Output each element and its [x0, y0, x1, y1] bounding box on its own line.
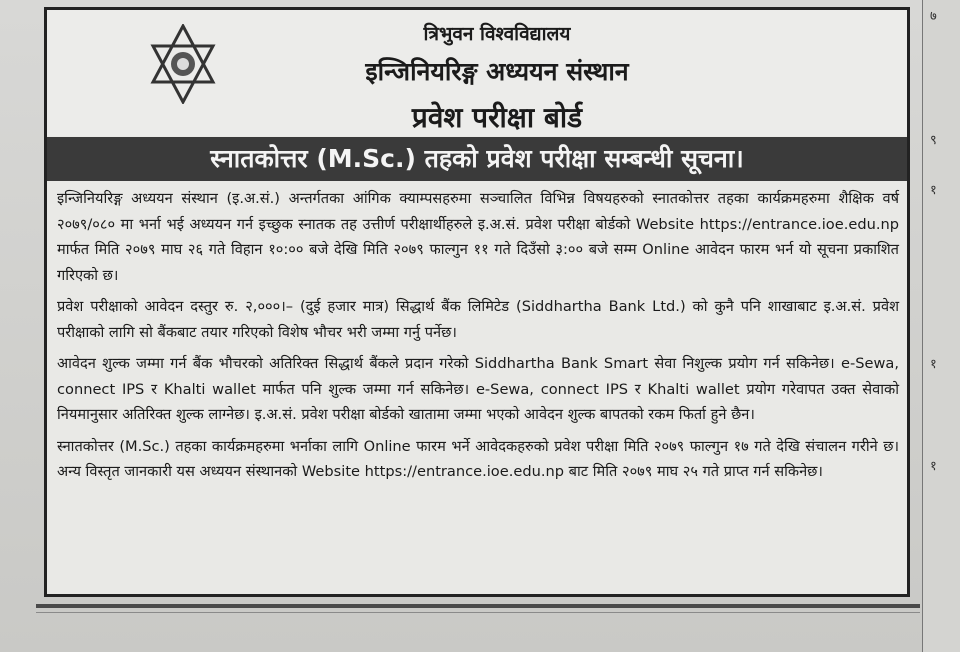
notice-header	[47, 10, 907, 136]
edge-number: १	[930, 459, 937, 474]
paragraph-fee: प्रवेश परीक्षाको आवेदन दस्तुर रु. २,०००।– (दुई हजार मात्र) सिद्धार्थ बैंक लिमिटेड (Siddhartha Bank Ltd.) को कुनै पनि शाखाबाट इ.अ.सं. प्रवेश परीक्षाको लागि सो बैंकबाट तयार गरिएको विशेष भौचर भरी जम्मा गर्नु पर्नेछ।	[57, 298, 899, 341]
board-name: प्रवेश परीक्षा बोर्ड	[411, 101, 583, 134]
notice-title-banner: स्नातकोत्तर (M.Sc.) तहको प्रवेश परीक्षा सम्बन्धी सूचना।	[47, 137, 907, 181]
institute-name: इन्जिनियरिङ्ग अध्ययन संस्थान	[365, 57, 629, 86]
bottom-divider-thin	[36, 612, 920, 613]
notice-body	[57, 186, 899, 491]
edge-number: ९	[930, 133, 937, 148]
paragraph-application: इन्जिनियरिङ्ग अध्ययन संस्थान (इ.अ.सं.) अन्तर्गतका आंगिक क्याम्पसहरुमा सञ्चालित विभिन्न विषयहरुको स्नातकोत्तर तहका कार्यक्रमहरुमा शैक्षिक वर्ष २०७९/०८० मा भर्ना भई अध्ययन गर्न इच्छुक स्नातक तह उत्तीर्ण परीक्षार्थीहरुले इ.अ.सं. प्रवेश परीक्षा बोर्डको Website https://entrance.ioe.edu.np मार्फत मिति २०७९ माघ २६ गते विहान १०:०० बजे देखि मिति २०७९ फाल्गुन ११ गते दिउँसो ३:०० बजे सम्म Online आवेदन फारम भर्न यो सूचना प्रकाशित गरिएको छ।	[57, 190, 899, 284]
edge-number: १	[930, 357, 937, 372]
ioe-star-emblem-icon	[147, 24, 219, 104]
adjacent-column-edge	[922, 0, 960, 652]
notice-box	[44, 7, 910, 597]
bottom-divider	[36, 604, 920, 608]
university-name: त्रिभुवन विश्वविद्यालय	[423, 23, 571, 45]
edge-number: १	[930, 183, 937, 198]
edge-number: ७	[930, 9, 937, 24]
paragraph-payment-options: आवेदन शुल्क जम्मा गर्न बैंक भौचरको अतिरिक्त सिद्धार्थ बैंकले प्रदान गरेको Siddhartha Bank Smart सेवा निशुल्क प्रयोग गर्न सकिनेछ। e-Sewa, connect IPS र Khalti wallet मार्फत पनि शुल्क जम्मा गर्न सकिनेछ। e-Sewa, connect IPS र Khalti wallet प्रयोग गरेवापत उक्त सेवाको नियमानुसार अतिरिक्त शुल्क लाग्नेछ। इ.अ.सं. प्रवेश परीक्षा बोर्डको खातामा जम्मा भएको आवेदन शुल्क बापतको रकम फिर्ता हुने छैन।	[57, 355, 899, 423]
paragraph-exam-date: स्नातकोत्तर (M.Sc.) तहका कार्यक्रमहरुमा भर्नाका लागि Online फारम भर्ने आवेदकहरुको प्रवेश परीक्षा मिति २०७९ फाल्गुन १७ गते देखि संचालन गरीने छ। अन्य विस्तृत जानकारी यस अध्ययन संस्थानको Website https://entrance.ioe.edu.np बाट मिति २०७९ माघ २५ गते प्राप्त गर्न सकिनेछ।	[57, 437, 899, 480]
